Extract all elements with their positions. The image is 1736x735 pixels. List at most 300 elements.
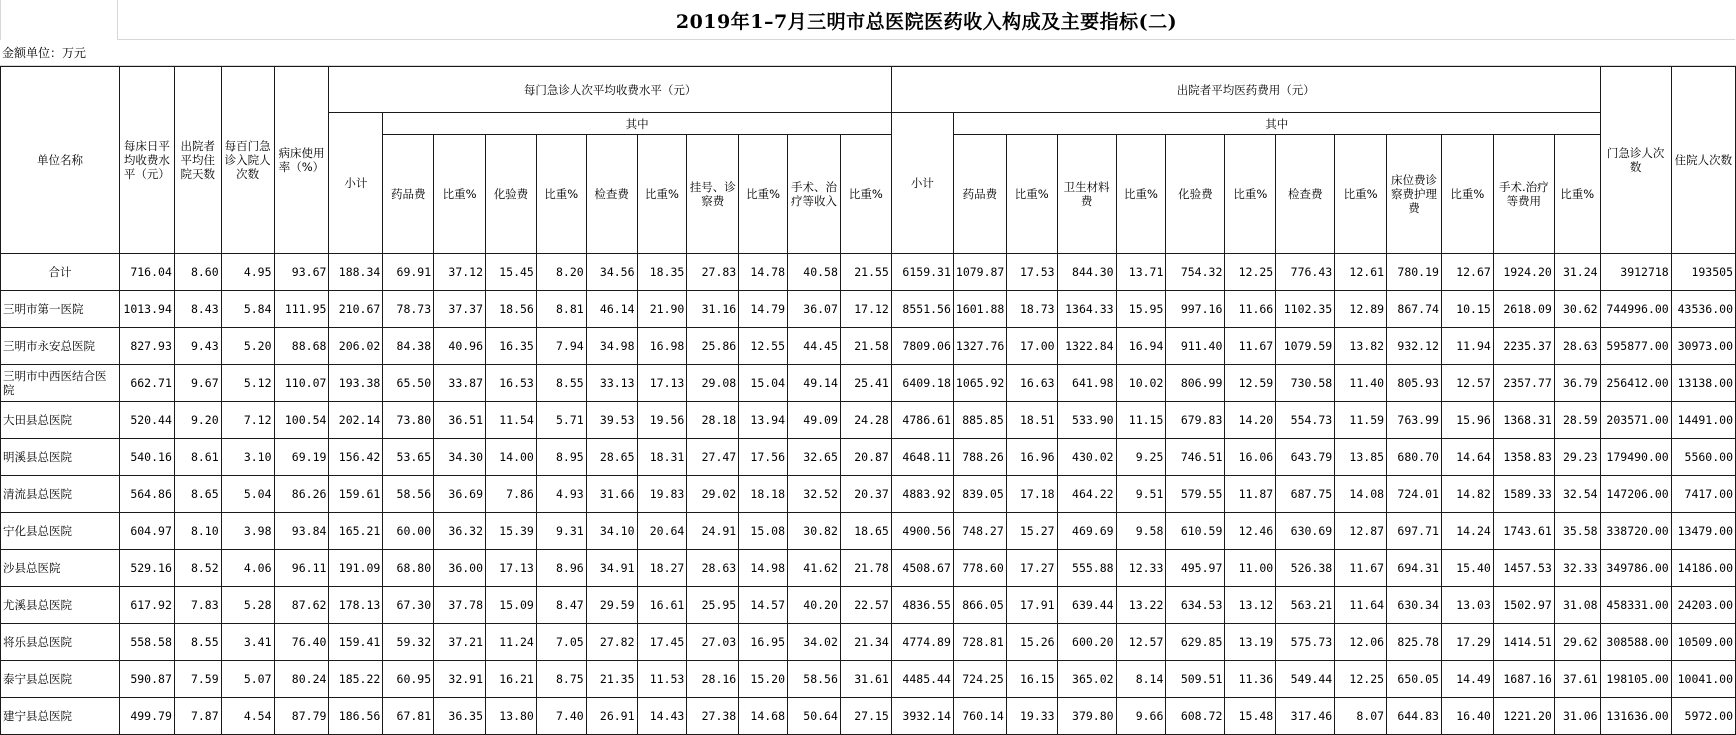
cell-value: 256412.00 (1600, 365, 1671, 402)
cell-value: 21.55 (840, 254, 891, 291)
cell-value: 14.24 (1441, 513, 1493, 550)
cell-unit-name: 清流县总医院 (1, 476, 120, 513)
cell-value: 73.80 (383, 402, 434, 439)
cell-value: 7.86 (486, 476, 537, 513)
header-ip-material: 卫生材料费 (1057, 135, 1116, 254)
cell-value: 68.80 (383, 550, 434, 587)
cell-value: 37.12 (434, 254, 486, 291)
cell-value: 11.67 (1225, 328, 1276, 365)
header-op-registration: 挂号、诊察费 (687, 135, 739, 254)
cell-value: 7.83 (174, 587, 221, 624)
cell-value: 17.56 (739, 439, 788, 476)
cell-value: 5560.00 (1671, 439, 1735, 476)
cell-value: 8.61 (174, 439, 221, 476)
cell-value: 16.98 (637, 328, 687, 365)
cell-unit-name: 泰宁县总医院 (1, 661, 120, 698)
cell-value: 87.79 (274, 698, 329, 735)
cell-value: 27.83 (687, 254, 739, 291)
cell-value: 495.97 (1166, 550, 1225, 587)
cell-value: 643.79 (1276, 439, 1335, 476)
cell-value: 17.00 (1006, 328, 1057, 365)
cell-value: 27.03 (687, 624, 739, 661)
header-ip-lab: 化验费 (1166, 135, 1225, 254)
cell-value: 469.69 (1057, 513, 1116, 550)
cell-value: 595877.00 (1600, 328, 1671, 365)
cell-value: 156.42 (329, 439, 383, 476)
header-ip-subtotal: 小计 (891, 113, 953, 254)
cell-value: 14.57 (739, 587, 788, 624)
cell-value: 186.56 (329, 698, 383, 735)
cell-value: 76.40 (274, 624, 329, 661)
cell-value: 159.41 (329, 624, 383, 661)
cell-value: 763.99 (1387, 402, 1442, 439)
cell-value: 728.81 (953, 624, 1006, 661)
cell-value: 41.62 (788, 550, 841, 587)
cell-value: 37.78 (434, 587, 486, 624)
cell-value: 13.71 (1116, 254, 1166, 291)
cell-value: 19.83 (637, 476, 687, 513)
cell-value: 564.86 (119, 476, 174, 513)
cell-value: 1502.97 (1493, 587, 1554, 624)
cell-value: 159.61 (329, 476, 383, 513)
cell-value: 191.09 (329, 550, 383, 587)
cell-value: 14.68 (739, 698, 788, 735)
cell-value: 32.65 (788, 439, 841, 476)
cell-value: 15.27 (1006, 513, 1057, 550)
cell-value: 202.14 (329, 402, 383, 439)
cell-value: 28.63 (1554, 328, 1600, 365)
cell-value: 21.35 (586, 661, 637, 698)
cell-value: 17.91 (1006, 587, 1057, 624)
cell-value: 5.20 (221, 328, 274, 365)
cell-value: 16.61 (637, 587, 687, 624)
cell-value: 93.84 (274, 513, 329, 550)
cell-value: 36.07 (788, 291, 841, 328)
cell-value: 13479.00 (1671, 513, 1735, 550)
cell-value: 8.60 (174, 254, 221, 291)
cell-value: 10041.00 (1671, 661, 1735, 698)
cell-value: 12.67 (1441, 254, 1493, 291)
cell-value: 34.10 (586, 513, 637, 550)
table-row (1, 661, 1736, 698)
cell-value: 37.37 (434, 291, 486, 328)
cell-value: 15.48 (1225, 698, 1276, 735)
cell-value: 88.68 (274, 328, 329, 365)
cell-value: 11.66 (1225, 291, 1276, 328)
cell-value: 36.00 (434, 550, 486, 587)
cell-value: 4.06 (221, 550, 274, 587)
cell-value: 8.75 (536, 661, 586, 698)
cell-value: 21.34 (840, 624, 891, 661)
cell-value: 17.29 (1441, 624, 1493, 661)
cell-value: 24203.00 (1671, 587, 1735, 624)
unit-row (0, 40, 1736, 66)
cell-value: 131636.00 (1600, 698, 1671, 735)
cell-value: 3.41 (221, 624, 274, 661)
cell-value: 16.63 (1006, 365, 1057, 402)
cell-value: 844.30 (1057, 254, 1116, 291)
header-ratio: 比重% (1116, 135, 1166, 254)
header-ratio: 比重% (536, 135, 586, 254)
cell-value: 1322.84 (1057, 328, 1116, 365)
cell-value: 11.94 (1441, 328, 1493, 365)
cell-value: 639.44 (1057, 587, 1116, 624)
cell-value: 529.16 (119, 550, 174, 587)
cell-value: 1924.20 (1493, 254, 1554, 291)
cell-value: 110.07 (274, 365, 329, 402)
cell-value: 4.54 (221, 698, 274, 735)
cell-value: 34.98 (586, 328, 637, 365)
header-avg-stay: 出院者平均住院天数 (174, 67, 221, 254)
cell-value: 558.58 (119, 624, 174, 661)
cell-value: 1368.31 (1493, 402, 1554, 439)
cell-value: 69.91 (383, 254, 434, 291)
cell-value: 5.28 (221, 587, 274, 624)
cell-value: 2618.09 (1493, 291, 1554, 328)
cell-value: 7.94 (536, 328, 586, 365)
page-title: 2019年1–7月三明市总医院医药收入构成及主要指标(二) (118, 1, 1735, 40)
cell-value: 15.04 (739, 365, 788, 402)
table-row (1, 587, 1736, 624)
cell-value: 14.78 (739, 254, 788, 291)
cell-value: 8.52 (174, 550, 221, 587)
cell-unit-name: 大田县总医院 (1, 402, 120, 439)
cell-value: 563.21 (1276, 587, 1335, 624)
cell-value: 36.79 (1554, 365, 1600, 402)
cell-value: 33.87 (434, 365, 486, 402)
cell-value: 34.02 (788, 624, 841, 661)
cell-value: 650.05 (1387, 661, 1442, 698)
header-ratio: 比重% (434, 135, 486, 254)
cell-value: 65.50 (383, 365, 434, 402)
cell-value: 36.32 (434, 513, 486, 550)
cell-value: 579.55 (1166, 476, 1225, 513)
header-ratio: 比重% (1554, 135, 1600, 254)
cell-value: 17.53 (1006, 254, 1057, 291)
header-ratio: 比重% (840, 135, 891, 254)
cell-value: 4648.11 (891, 439, 953, 476)
table-header (1, 67, 1736, 254)
cell-value: 662.71 (119, 365, 174, 402)
cell-value: 18.18 (739, 476, 788, 513)
cell-value: 46.14 (586, 291, 637, 328)
cell-value: 33.13 (586, 365, 637, 402)
cell-value: 40.96 (434, 328, 486, 365)
cell-value: 17.27 (1006, 550, 1057, 587)
cell-value: 185.22 (329, 661, 383, 698)
cell-value: 458331.00 (1600, 587, 1671, 624)
header-ip-visits: 住院人次数 (1671, 67, 1735, 254)
cell-value: 14.79 (739, 291, 788, 328)
header-bed-day-fee: 每床日平均收费水平（元） (119, 67, 174, 254)
cell-value: 11.24 (486, 624, 537, 661)
cell-value: 1013.94 (119, 291, 174, 328)
cell-value: 16.40 (1441, 698, 1493, 735)
header-op-surgery: 手术、治疗等收入 (788, 135, 841, 254)
cell-value: 16.94 (1116, 328, 1166, 365)
cell-value: 2235.37 (1493, 328, 1554, 365)
cell-value: 8.20 (536, 254, 586, 291)
cell-value: 8.47 (536, 587, 586, 624)
cell-value: 9.51 (1116, 476, 1166, 513)
header-op-visits: 门急诊人次数 (1600, 67, 1671, 254)
table-body (1, 254, 1736, 735)
cell-value: 31.24 (1554, 254, 1600, 291)
cell-value: 17.13 (486, 550, 537, 587)
cell-value: 630.69 (1276, 513, 1335, 550)
cell-value: 15.09 (486, 587, 537, 624)
cell-value: 9.43 (174, 328, 221, 365)
cell-value: 31.08 (1554, 587, 1600, 624)
cell-value: 179490.00 (1600, 439, 1671, 476)
header-unit-name: 单位名称 (1, 67, 120, 254)
cell-value: 748.27 (953, 513, 1006, 550)
cell-value: 4883.92 (891, 476, 953, 513)
cell-value: 641.98 (1057, 365, 1116, 402)
cell-value: 634.53 (1166, 587, 1225, 624)
cell-value: 60.00 (383, 513, 434, 550)
cell-value: 3932.14 (891, 698, 953, 735)
cell-value: 7417.00 (1671, 476, 1735, 513)
cell-value: 1358.83 (1493, 439, 1554, 476)
cell-value: 867.74 (1387, 291, 1442, 328)
cell-value: 694.31 (1387, 550, 1442, 587)
cell-value: 724.01 (1387, 476, 1442, 513)
cell-value: 604.97 (119, 513, 174, 550)
cell-value: 24.91 (687, 513, 739, 550)
cell-value: 21.78 (840, 550, 891, 587)
cell-value: 28.59 (1554, 402, 1600, 439)
cell-value: 14.82 (1441, 476, 1493, 513)
cell-value: 40.20 (788, 587, 841, 624)
cell-value: 29.62 (1554, 624, 1600, 661)
header-ratio: 比重% (1225, 135, 1276, 254)
cell-value: 31.61 (840, 661, 891, 698)
cell-value: 5.71 (536, 402, 586, 439)
cell-value: 178.13 (329, 587, 383, 624)
cell-value: 8.95 (536, 439, 586, 476)
cell-value: 206.02 (329, 328, 383, 365)
cell-value: 36.69 (434, 476, 486, 513)
cell-value: 680.70 (1387, 439, 1442, 476)
table-row (1, 624, 1736, 661)
cell-value: 86.26 (274, 476, 329, 513)
cell-value: 806.99 (1166, 365, 1225, 402)
cell-value: 13.22 (1116, 587, 1166, 624)
cell-value: 575.73 (1276, 624, 1335, 661)
cell-value: 11.53 (637, 661, 687, 698)
cell-value: 7809.06 (891, 328, 953, 365)
cell-value: 1065.92 (953, 365, 1006, 402)
cell-value: 746.51 (1166, 439, 1225, 476)
cell-value: 111.95 (274, 291, 329, 328)
table-row-total (1, 254, 1736, 291)
cell-value: 600.20 (1057, 624, 1116, 661)
cell-value: 31.06 (1554, 698, 1600, 735)
cell-unit-name: 尤溪县总医院 (1, 587, 120, 624)
header-ip-bed: 床位费诊察费护理费 (1387, 135, 1442, 254)
cell-value: 27.38 (687, 698, 739, 735)
cell-value: 8.96 (536, 550, 586, 587)
cell-value: 16.15 (1006, 661, 1057, 698)
cell-value: 35.58 (1554, 513, 1600, 550)
cell-value: 644.83 (1387, 698, 1442, 735)
cell-value: 1079.87 (953, 254, 1006, 291)
cell-value: 165.21 (329, 513, 383, 550)
cell-value: 885.85 (953, 402, 1006, 439)
cell-value: 13138.00 (1671, 365, 1735, 402)
cell-value: 679.83 (1166, 402, 1225, 439)
header-ratio: 比重% (637, 135, 687, 254)
cell-value: 5972.00 (1671, 698, 1735, 735)
cell-value: 724.25 (953, 661, 1006, 698)
unit-label: 金额单位：万元 (2, 46, 87, 60)
cell-value: 5.12 (221, 365, 274, 402)
table-row (1, 291, 1736, 328)
cell-value: 1743.61 (1493, 513, 1554, 550)
cell-value: 96.11 (274, 550, 329, 587)
table-row (1, 550, 1736, 587)
cell-value: 24.28 (840, 402, 891, 439)
cell-value: 15.08 (739, 513, 788, 550)
cell-value: 744996.00 (1600, 291, 1671, 328)
cell-value: 9.58 (1116, 513, 1166, 550)
cell-value: 12.46 (1225, 513, 1276, 550)
cell-value: 827.93 (119, 328, 174, 365)
header-op-qizhong: 其中 (383, 113, 892, 135)
cell-value: 8551.56 (891, 291, 953, 328)
cell-value: 36.51 (434, 402, 486, 439)
cell-value: 4786.61 (891, 402, 953, 439)
cell-value: 39.53 (586, 402, 637, 439)
cell-value: 30.82 (788, 513, 841, 550)
cell-value: 464.22 (1057, 476, 1116, 513)
cell-value: 59.32 (383, 624, 434, 661)
cell-value: 188.34 (329, 254, 383, 291)
cell-value: 9.31 (536, 513, 586, 550)
cell-value: 22.57 (840, 587, 891, 624)
cell-value: 210.67 (329, 291, 383, 328)
cell-value: 31.16 (687, 291, 739, 328)
header-ip-qizhong: 其中 (953, 113, 1600, 135)
cell-value: 80.24 (274, 661, 329, 698)
header-ratio: 比重% (1006, 135, 1057, 254)
cell-value: 617.92 (119, 587, 174, 624)
cell-value: 780.19 (1387, 254, 1442, 291)
cell-value: 10.15 (1441, 291, 1493, 328)
header-outpatient-group: 每门急诊人次平均收费水平（元） (329, 67, 891, 113)
cell-value: 554.73 (1276, 402, 1335, 439)
header-ratio: 比重% (739, 135, 788, 254)
cell-value: 805.93 (1387, 365, 1442, 402)
cell-value: 12.25 (1225, 254, 1276, 291)
cell-value: 997.16 (1166, 291, 1225, 328)
cell-value: 911.40 (1166, 328, 1225, 365)
cell-value: 58.56 (383, 476, 434, 513)
cell-value: 14186.00 (1671, 550, 1735, 587)
table-row (1, 698, 1736, 735)
cell-value: 4485.44 (891, 661, 953, 698)
data-table (0, 66, 1736, 735)
cell-value: 28.16 (687, 661, 739, 698)
cell-value: 203571.00 (1600, 402, 1671, 439)
cell-value: 12.57 (1116, 624, 1166, 661)
cell-value: 53.65 (383, 439, 434, 476)
cell-value: 760.14 (953, 698, 1006, 735)
cell-value: 40.58 (788, 254, 841, 291)
cell-value: 549.44 (1276, 661, 1335, 698)
cell-unit-name: 合计 (1, 254, 120, 291)
cell-value: 28.18 (687, 402, 739, 439)
cell-value: 610.59 (1166, 513, 1225, 550)
header-ip-surgery: 手术.治疗等费用 (1493, 135, 1554, 254)
cell-value: 18.31 (637, 439, 687, 476)
cell-value: 10.02 (1116, 365, 1166, 402)
header-op-subtotal: 小计 (329, 113, 383, 254)
cell-value: 1687.16 (1493, 661, 1554, 698)
cell-value: 308588.00 (1600, 624, 1671, 661)
cell-value: 14.00 (486, 439, 537, 476)
cell-value: 18.51 (1006, 402, 1057, 439)
cell-value: 11.67 (1335, 550, 1387, 587)
cell-value: 540.16 (119, 439, 174, 476)
cell-value: 12.59 (1225, 365, 1276, 402)
cell-value: 21.90 (637, 291, 687, 328)
cell-unit-name: 建宁县总医院 (1, 698, 120, 735)
cell-value: 11.15 (1116, 402, 1166, 439)
cell-value: 17.45 (637, 624, 687, 661)
cell-value: 12.33 (1116, 550, 1166, 587)
cell-value: 16.96 (1006, 439, 1057, 476)
cell-value: 12.89 (1335, 291, 1387, 328)
cell-value: 9.67 (174, 365, 221, 402)
cell-value: 8.65 (174, 476, 221, 513)
cell-value: 379.80 (1057, 698, 1116, 735)
cell-value: 14.08 (1335, 476, 1387, 513)
cell-unit-name: 将乐县总医院 (1, 624, 120, 661)
cell-value: 430.02 (1057, 439, 1116, 476)
cell-value: 29.23 (1554, 439, 1600, 476)
cell-value: 630.34 (1387, 587, 1442, 624)
cell-value: 20.87 (840, 439, 891, 476)
cell-value: 12.61 (1335, 254, 1387, 291)
cell-value: 27.15 (840, 698, 891, 735)
cell-value: 37.21 (434, 624, 486, 661)
cell-value: 12.06 (1335, 624, 1387, 661)
cell-value: 67.30 (383, 587, 434, 624)
cell-value: 11.36 (1225, 661, 1276, 698)
cell-value: 15.26 (1006, 624, 1057, 661)
cell-value: 25.41 (840, 365, 891, 402)
cell-value: 12.25 (1335, 661, 1387, 698)
cell-value: 839.05 (953, 476, 1006, 513)
cell-value: 18.27 (637, 550, 687, 587)
header-ratio: 比重% (1335, 135, 1387, 254)
cell-value: 776.43 (1276, 254, 1335, 291)
cell-value: 17.12 (840, 291, 891, 328)
cell-value: 18.35 (637, 254, 687, 291)
cell-value: 8.55 (174, 624, 221, 661)
cell-value: 629.85 (1166, 624, 1225, 661)
sheet-top-area (0, 0, 1736, 40)
cell-value: 15.45 (486, 254, 537, 291)
cell-value: 13.12 (1225, 587, 1276, 624)
cell-value: 15.39 (486, 513, 537, 550)
header-inpatient-group: 出院者平均医药费用（元） (891, 67, 1600, 113)
cell-value: 825.78 (1387, 624, 1442, 661)
cell-unit-name: 三明市永安总医院 (1, 328, 120, 365)
cell-value: 16.21 (486, 661, 537, 698)
